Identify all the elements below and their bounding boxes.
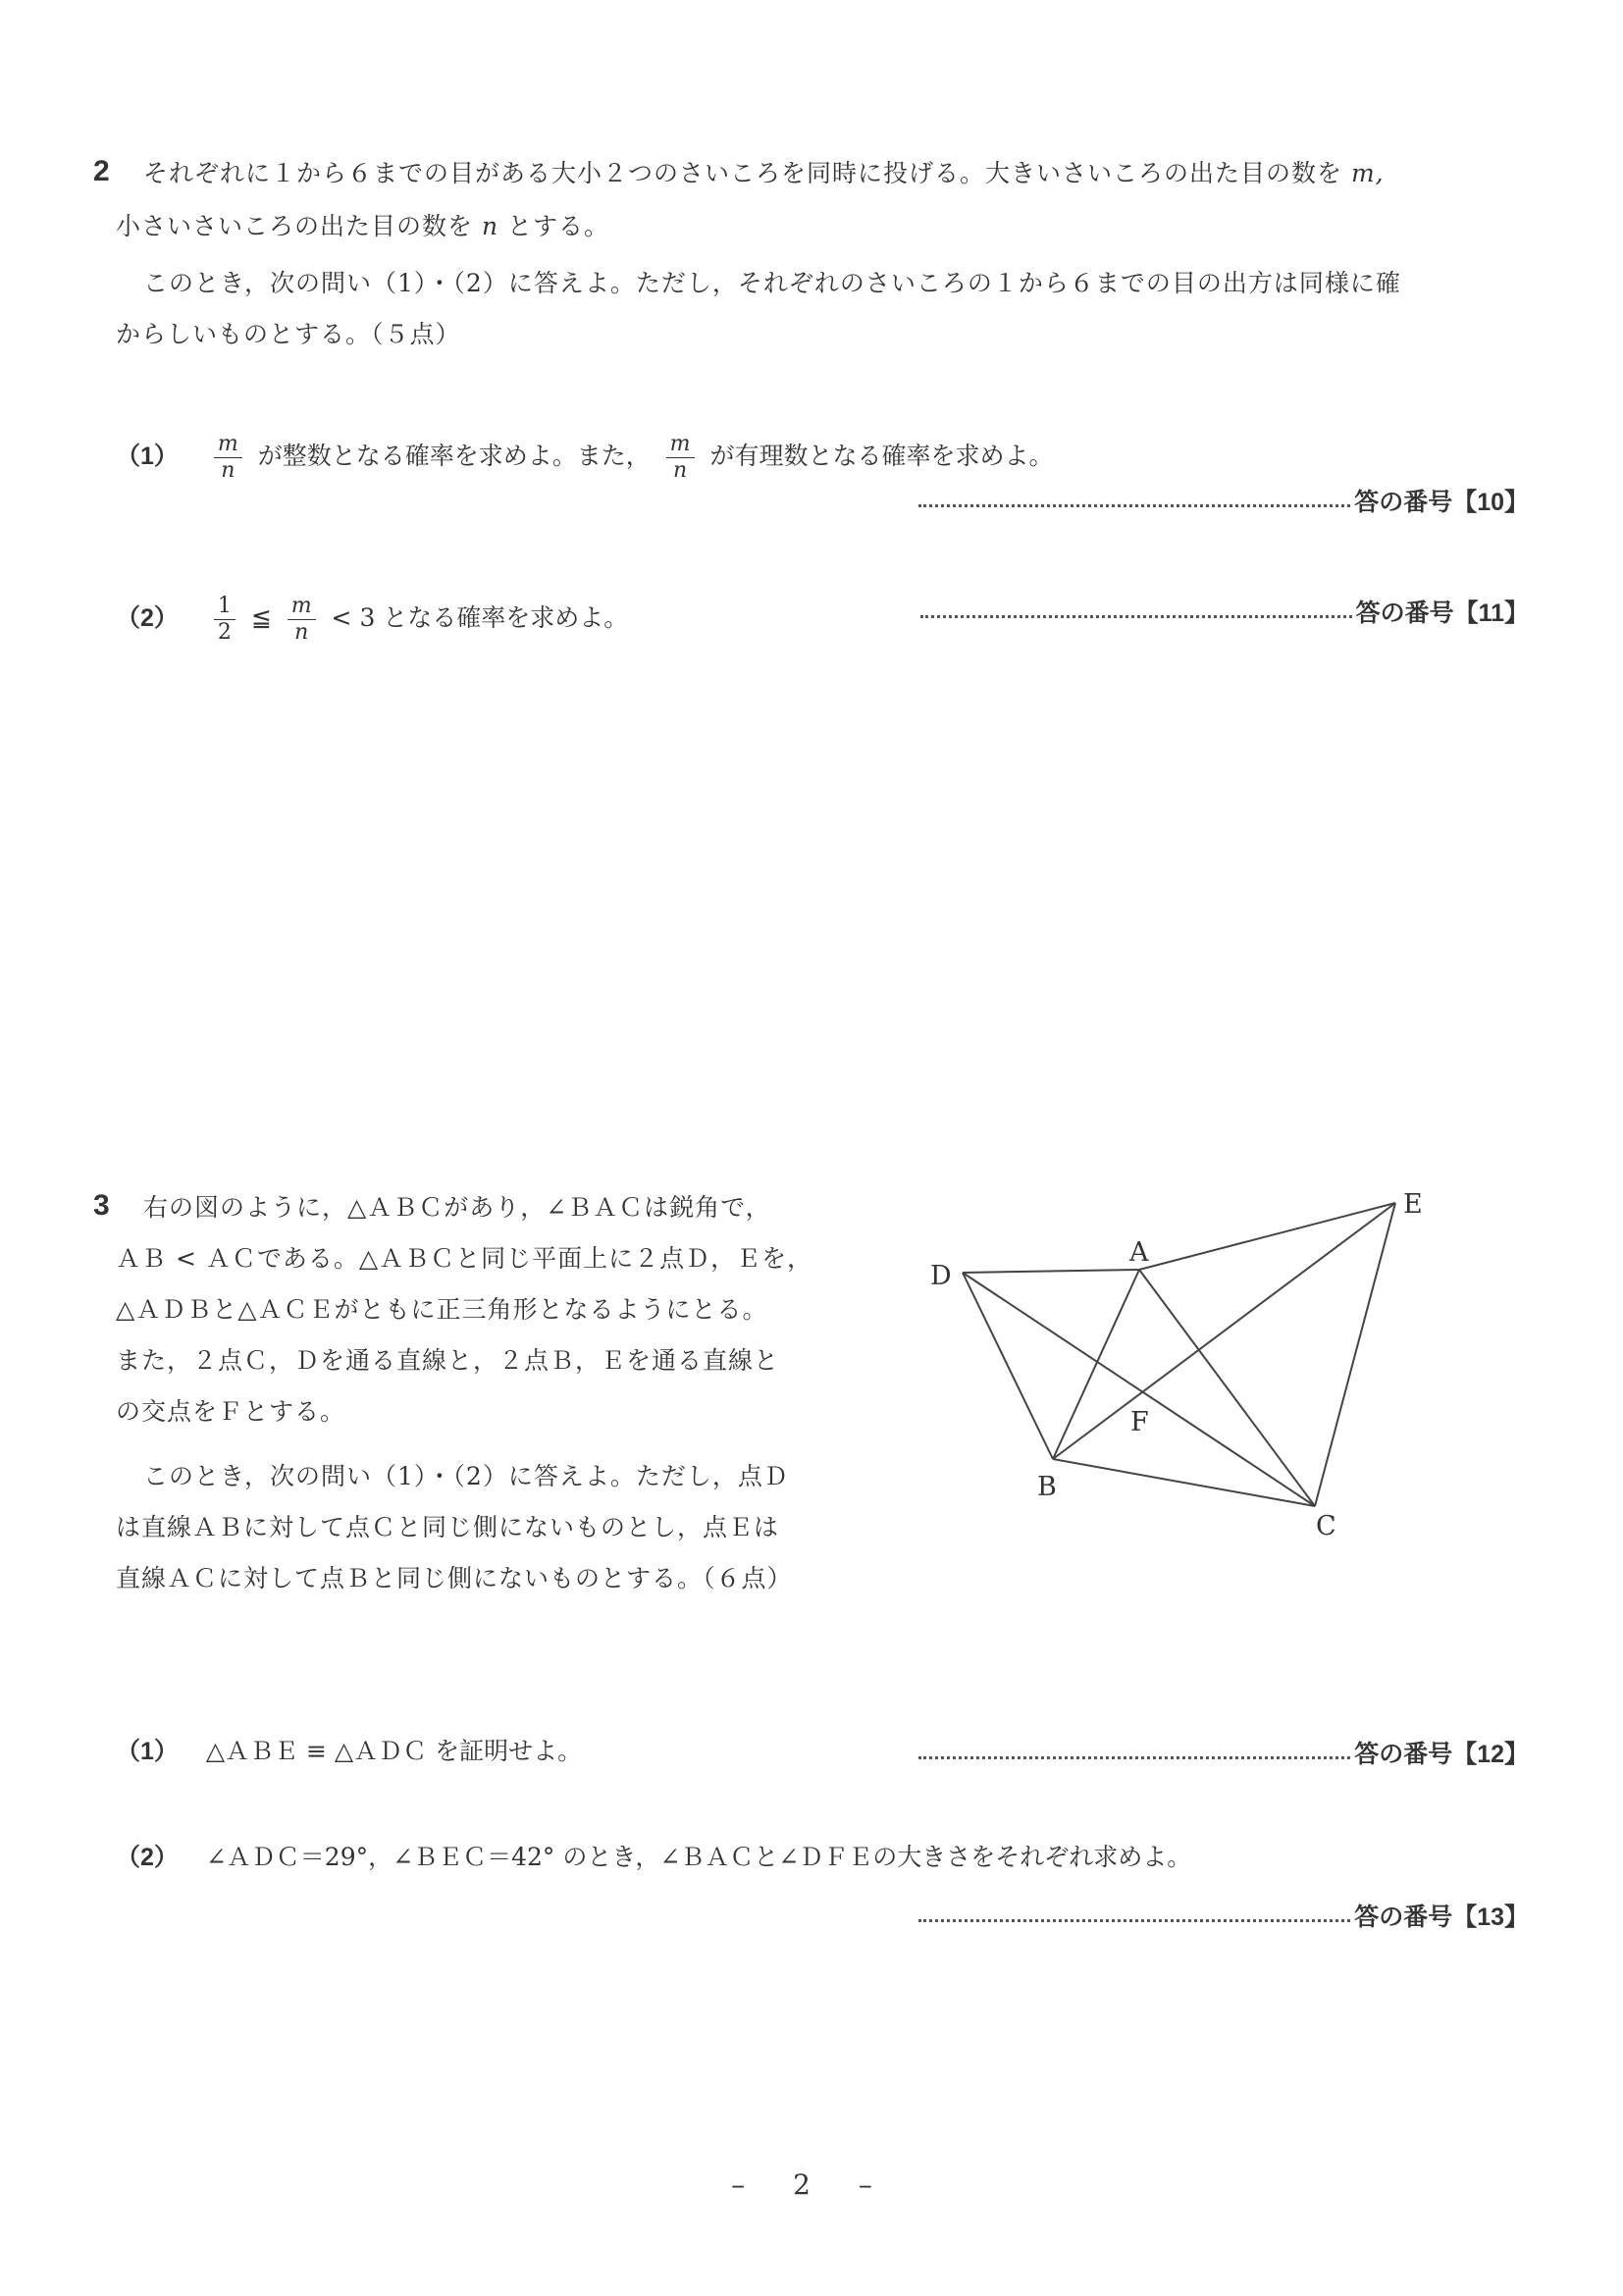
dash-left: –: [731, 2168, 765, 2201]
fraction-m-over-n: $\frac{m}{n}$: [288, 594, 316, 646]
problem-2-line-1-text: それぞれに１から６までの目がある大小２つのさいころを同時に投げる。大きいさいころの出た目の数を: [143, 159, 1343, 187]
leq-symbol: ≦: [250, 603, 272, 632]
dash-right: –: [858, 2168, 892, 2201]
answer-number-12: [918, 1735, 1529, 1770]
dotted-leader: [918, 1743, 1350, 1759]
vertex-label-D: D: [930, 1261, 952, 1291]
problem-2-line-3: このとき，次の問い（1）・（2）に答えよ。ただし，それぞれのさいころの１から６までの目の出方は同様に確: [143, 269, 1401, 297]
question-label: （1）: [116, 1738, 179, 1765]
fraction-m-over-n: $\frac{m}{n}$: [214, 432, 242, 484]
problem-2-line-4: からしいものとする。（５点）: [116, 320, 461, 348]
problem-3-line-1: 右の図のように，△ＡＢＣがあり，∠ＢＡＣは鋭角で，: [143, 1193, 771, 1222]
question-label: （1）: [116, 443, 179, 470]
question-text: < 3 となる確率を求めよ。: [331, 603, 629, 632]
problem-3-line-3: △ＡＤＢと△ＡＣＥがともに正三角形となるようにとる。: [116, 1295, 768, 1324]
fraction-m-over-n: $\frac{m}{n}$: [666, 432, 695, 484]
problem-3-line-6: このとき，次の問い（1）・（2）に答えよ。ただし，点Ｄ: [143, 1462, 789, 1490]
problem-3-line-5: の交点をＦとする。: [116, 1397, 346, 1426]
segment-EC: [1315, 1203, 1395, 1506]
segment-BE: [1053, 1203, 1395, 1459]
problem-3-question-1: [116, 1735, 582, 1768]
answer-number-13: [918, 1898, 1529, 1933]
vertex-label-A: A: [1129, 1237, 1149, 1268]
segment-AC: [1139, 1270, 1315, 1506]
fraction-one-half: $\frac{1}{2}$: [214, 594, 236, 646]
page-number-value: 2: [793, 2168, 830, 2201]
segment-DC: [963, 1273, 1315, 1506]
question-text: ∠ＡＤＣ＝29°，∠ＢＥＣ＝42° のとき，∠ＢＡＣと∠ＤＦＥの大きさをそれぞれ求めよ。: [205, 1843, 1192, 1871]
question-text-2: が有理数となる確率を求めよ。: [709, 442, 1054, 470]
answer-label: 答の番号【10】: [1354, 489, 1529, 516]
answer-label: 答の番号【12】: [1354, 1741, 1529, 1768]
problem-3-line-8: 直線ＡＣに対して点Ｂと同じ側にないものとする。（６点）: [116, 1564, 793, 1592]
question-label: （2）: [116, 604, 179, 632]
vertex-label-C: C: [1316, 1511, 1336, 1541]
vertex-label-B: B: [1037, 1472, 1057, 1502]
page-number: [0, 2168, 1623, 2201]
dotted-leader: [918, 1905, 1350, 1922]
variable-m: m,: [1350, 159, 1385, 187]
figure-segments: [963, 1203, 1395, 1506]
segment-DB: [963, 1273, 1053, 1459]
answer-label: 答の番号【11】: [1355, 600, 1529, 627]
question-text-1: が整数となる確率を求めよ。また，: [257, 442, 651, 470]
question-text: △ＡＢＥ ≡ △ＡＤＣ を証明せよ。: [205, 1737, 583, 1765]
vertex-label-F: F: [1130, 1407, 1149, 1437]
problem-3-line-4: また，２点Ｃ，Ｄを通る直線と，２点Ｂ，Ｅを通る直線と: [116, 1346, 780, 1375]
problem-3-number: 3: [93, 1189, 110, 1222]
segment-DA: [963, 1270, 1139, 1273]
problem-2-number: 2: [93, 155, 110, 187]
vertex-label-E: E: [1403, 1189, 1423, 1220]
variable-n: n: [481, 212, 499, 240]
segment-AB: [1053, 1270, 1139, 1459]
problem-3-line-2: ＡＢ < ＡＣである。△ＡＢＣと同じ平面上に２点Ｄ，Ｅを，: [116, 1244, 813, 1273]
question-label: （2）: [116, 1844, 179, 1871]
segment-AE: [1139, 1203, 1395, 1270]
answer-label: 答の番号【13】: [1354, 1904, 1529, 1931]
problem-2-line-2-tail: とする。: [507, 212, 610, 240]
problem-3-line-7: は直線ＡＢに対して点Ｃと同じ側にないものとし，点Ｅは: [116, 1513, 780, 1541]
segment-BC: [1053, 1459, 1315, 1506]
problem-2-line-2-text: 小さいさいころの出た目の数を: [116, 212, 474, 240]
problem-3-question-2: [116, 1841, 1191, 1874]
